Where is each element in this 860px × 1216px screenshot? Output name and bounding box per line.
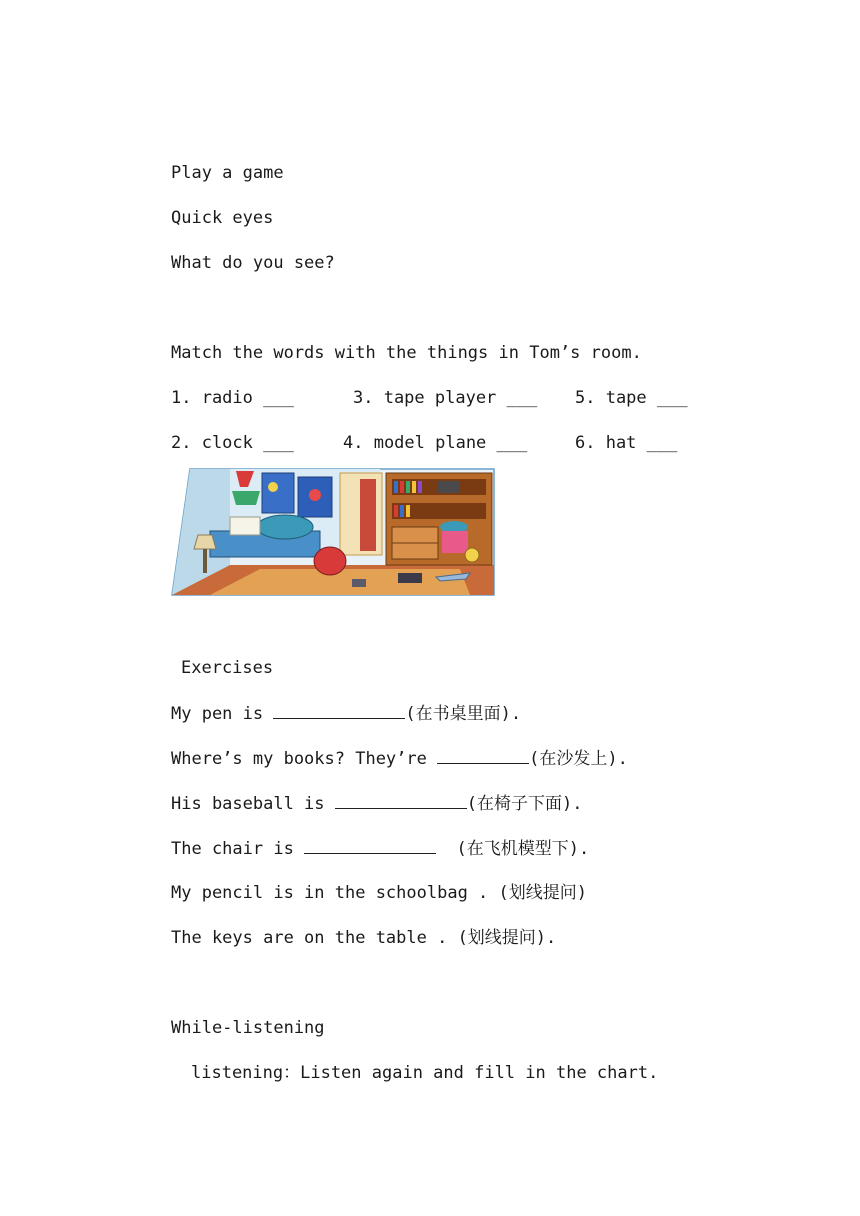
tape-player-icon (438, 481, 460, 493)
radio-icon (398, 573, 422, 583)
exercise-1 (171, 702, 521, 725)
exercise-6: The keys are on the table . (划线提问). (171, 928, 557, 948)
exercise-2-blank[interactable] (437, 747, 529, 764)
tape-icon (352, 579, 366, 587)
exercises-heading: Exercises (181, 658, 274, 678)
quick-eyes-heading: Quick eyes (171, 208, 274, 228)
match-item-tape-player: 3. tape player ___ (353, 388, 538, 408)
exercise-3-text: His baseball is (171, 794, 335, 814)
match-item-radio: 1. radio ___ (171, 388, 294, 408)
while-listening-instruction: listening：Listen again and fill in the chart. (191, 1063, 659, 1083)
match-instruction: Match the words with the things in Tom’s room. (171, 343, 642, 363)
exercise-3 (171, 792, 582, 815)
what-see-question: What do you see? (171, 253, 335, 273)
exercise-2-text: Where’s my books? They’re (171, 749, 438, 769)
poster-star-icon (268, 482, 278, 492)
clock-icon (465, 548, 479, 562)
match-item-clock: 2. clock ___ (171, 433, 294, 453)
exercise-2 (171, 747, 628, 770)
exercise-1-text: My pen is (171, 704, 274, 724)
exercise-1-blank[interactable] (273, 702, 405, 719)
exercise-4 (171, 837, 589, 860)
exercise-2-hint: (在沙发上). (529, 749, 628, 769)
match-item-tape: 5. tape ___ (575, 388, 688, 408)
while-listening-heading: While-listening (171, 1018, 325, 1038)
match-item-hat: 6. hat ___ (575, 433, 678, 453)
exercise-4-text: The chair is (171, 839, 305, 859)
exercise-4-blank[interactable] (304, 837, 436, 854)
exercise-4-hint: (在飞机模型下). (436, 839, 590, 859)
toms-room-illustration (170, 465, 496, 599)
exercise-1-hint: (在书桌里面). (405, 704, 522, 724)
exercise-3-hint: (在椅子下面). (466, 794, 583, 814)
exercise-5: My pencil is in the schoolbag . (划线提问) (171, 883, 587, 903)
match-item-model-plane: 4. model plane ___ (343, 433, 528, 453)
exercise-3-blank[interactable] (335, 792, 467, 809)
play-game-heading: Play a game (171, 163, 284, 183)
